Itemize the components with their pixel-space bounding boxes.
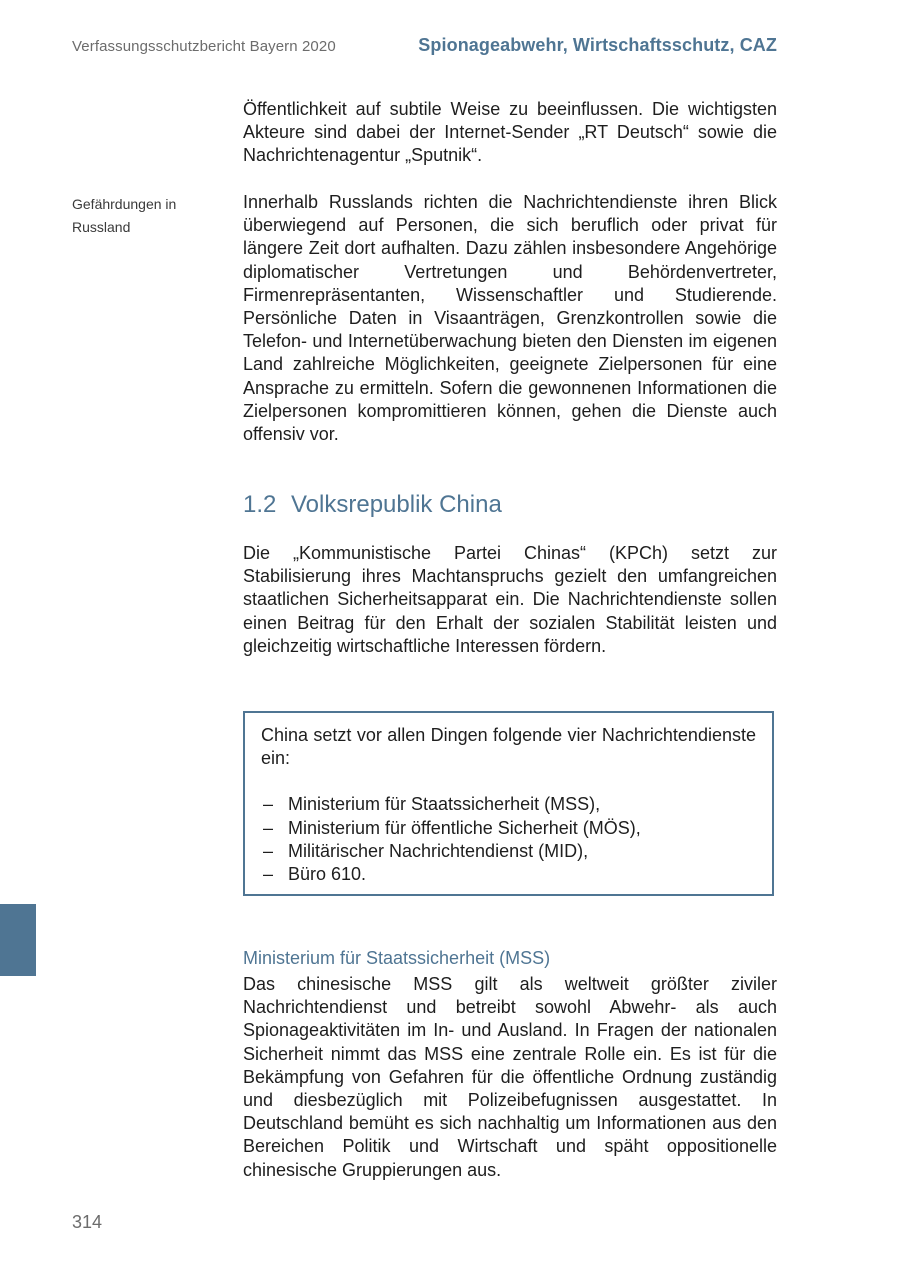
section-number: 1.2 — [243, 491, 277, 518]
margin-note — [72, 193, 222, 239]
chapter-side-tab — [0, 904, 36, 976]
running-header-title: Verfassungsschutzbericht Bayern 2020 — [72, 38, 336, 55]
bullet-dash: – — [263, 840, 274, 861]
list-item: – Büro 610. — [261, 863, 756, 886]
services-list — [261, 793, 756, 886]
margin-note-line: Gefährdungen in — [72, 196, 177, 212]
list-item: – Militärischer Nachrichtendienst (MID), — [261, 840, 756, 863]
paragraph-mss: Das chinesische MSS gilt als weltweit größter ziviler Nachrichtendienst und betreibt sowohl Abwehr- als auch Spionageaktivitäten im In- und Ausland. In Fragen der nationalen Sicherheit nimmt das MSS eine zentrale Rolle ein. Es ist für die Bekämpfung von Gefahren für die öffentliche Ordnung zuständig und diesbezüglich mit Polizeibefugnissen ausgestattet. In Deutschland bemüht es sich nachhaltig um Informationen aus den Bereichen Politik und Wirtschaft und späht oppositionelle chinesische Gruppierungen aus. — [243, 974, 777, 1180]
paragraph-sputnik: Öffentlichkeit auf subtile Weise zu beeinflussen. Die wichtigsten Akteure sind dabei der Internet-Sender „RT Deutsch“ sowie die Nachrichtenagentur „Sputnik“. — [243, 99, 777, 166]
bullet-dash: – — [263, 817, 274, 838]
subheading-mss: Ministerium für Staatssicherheit (MSS) — [243, 948, 551, 968]
info-box-intro: China setzt vor allen Dingen folgende vier Nachrichtendienste ein: — [261, 725, 756, 769]
bullet-dash: – — [263, 794, 274, 815]
paragraph-russia-threats: Innerhalb Russlands richten die Nachrichtendienste ihren Blick überwiegend auf Personen, die sich beruflich oder privat für längere Zeit dort aufhalten. Dazu zählen insbesondere Angehörige diplomatischer Vertretungen und Behördenvertreter, Firmenrepräsentanten, Wissenschaftler und Studierende. Persönliche Daten in Visaanträgen, Grenzkontrollen sowie die Telefon- und Internetüberwachung bieten den Diensten im eigenen Land zahlreiche Möglichkeiten, geeignete Zielpersonen für eine Ansprache zu ermitteln. Sofern die gewonnenen Informationen die Zielpersonen kompromittieren können, gehen die Dienste auch offensiv vor. — [243, 192, 777, 445]
list-item: – Ministerium für Staatssicherheit (MSS), — [261, 793, 756, 816]
margin-note-line: Russland — [72, 219, 131, 235]
section-heading — [243, 491, 502, 519]
bullet-dash: – — [263, 864, 274, 885]
info-box-intelligence-services — [243, 711, 774, 896]
page-number: 314 — [72, 1212, 103, 1232]
section-title: Volksrepublik China — [291, 491, 502, 518]
paragraph-kpch: Die „Kommunistische Partei Chinas“ (KPCh) setzt zur Stabilisierung ihres Machtanspruchs gezielt den umfangreichen staatlichen Sicherheitsapparat ein. Die Nachrichtendienste sollen einen Beitrag für den Erhalt der sozialen Stabilität leisten und gleichzeitig wirtschaftliche Interessen fördern. — [243, 543, 777, 656]
running-header-chapter: Spionageabwehr, Wirtschaftsschutz, CAZ — [418, 35, 777, 55]
list-item: – Ministerium für öffentliche Sicherheit (MÖS), — [261, 817, 756, 840]
